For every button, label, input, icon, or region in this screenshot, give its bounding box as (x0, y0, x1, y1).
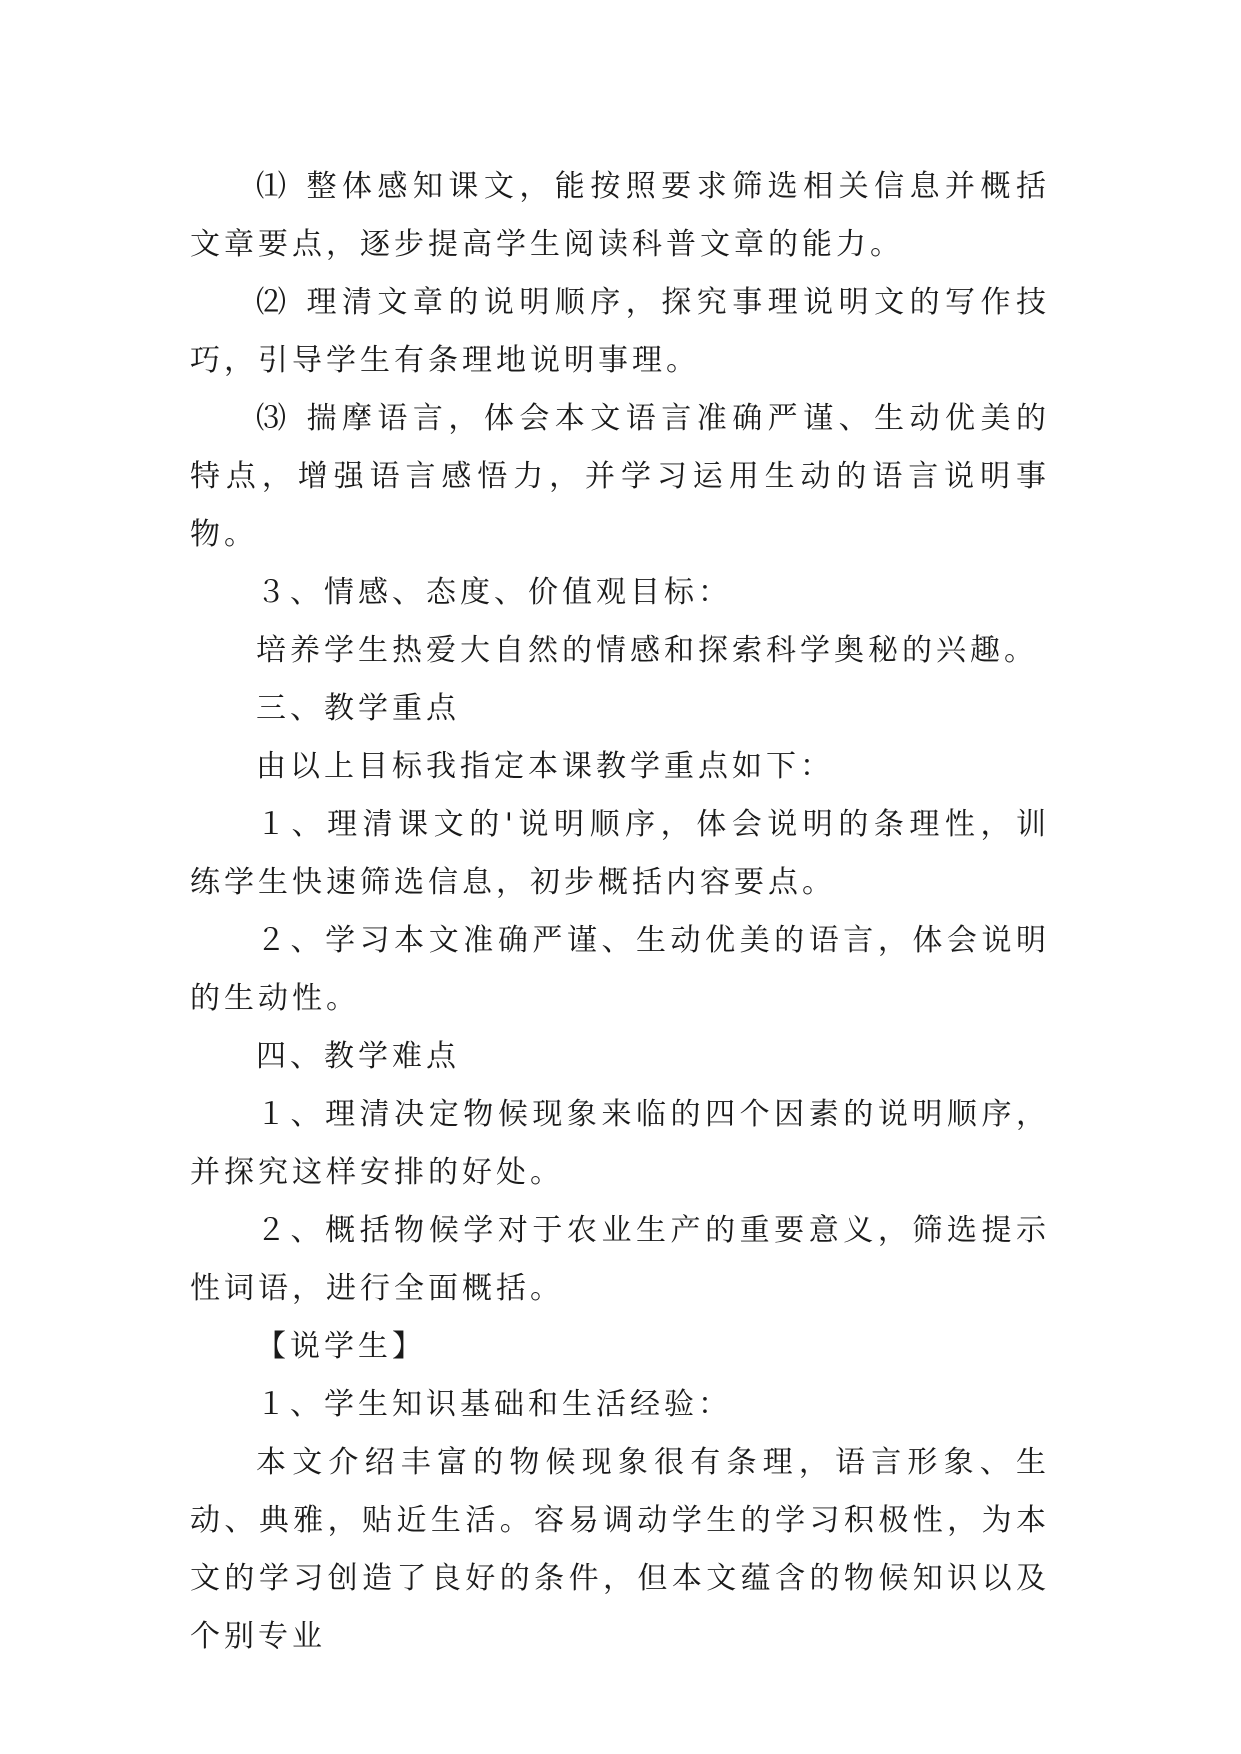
paragraph-focus-1: １、理清课文的'说明顺序，体会说明的条理性，训练学生快速筛选信息，初步概括内容要点。 (190, 807, 1050, 900)
paragraph-student-background: 本文介绍丰富的物候现象很有条理，语言形象、生动、典雅，贴近生活。容易调动学生的学习积极性，为本文的学习创造了良好的条件，但本文蕴含的物候知识以及个别专业 (190, 1445, 1050, 1654)
paragraph-objective-3: ⑶ 揣摩语言，体会本文语言准确严谨、生动优美的特点，增强语言感悟力，并学习运用生动的语言说明事物。 (190, 401, 1050, 552)
heading-teaching-focus: 三、教学重点 (256, 691, 460, 726)
paragraph-emotion-goal: 培养学生热爱大自然的情感和探索科学奥秘的兴趣。 (256, 633, 1038, 668)
paragraph-difficulty-2: ２、概括物候学对于农业生产的重要意义，筛选提示性词语，进行全面概括。 (190, 1213, 1050, 1306)
heading-teaching-difficulty: 四、教学难点 (256, 1039, 460, 1074)
paragraph-difficulty-1: １、理清决定物候现象来临的四个因素的说明顺序，并探究这样安排的好处。 (190, 1097, 1050, 1190)
paragraph-focus-intro: 由以上目标我指定本课教学重点如下： (256, 749, 834, 784)
paragraph-objective-2: ⑵ 理清文章的说明顺序，探究事理说明文的写作技巧，引导学生有条理地说明事理。 (190, 285, 1050, 378)
heading-emotion-goals: ３、情感、态度、价值观目标： (256, 575, 732, 610)
paragraph-focus-2: ２、学习本文准确严谨、生动优美的语言，体会说明的生动性。 (190, 923, 1050, 1016)
document-body (190, 158, 1050, 1666)
paragraph-objective-1: ⑴ 整体感知课文，能按照要求筛选相关信息并概括文章要点，逐步提高学生阅读科普文章的能力。 (190, 169, 1050, 262)
heading-about-students: 【说学生】 (256, 1329, 426, 1364)
heading-student-background: １、学生知识基础和生活经验： (256, 1387, 732, 1422)
